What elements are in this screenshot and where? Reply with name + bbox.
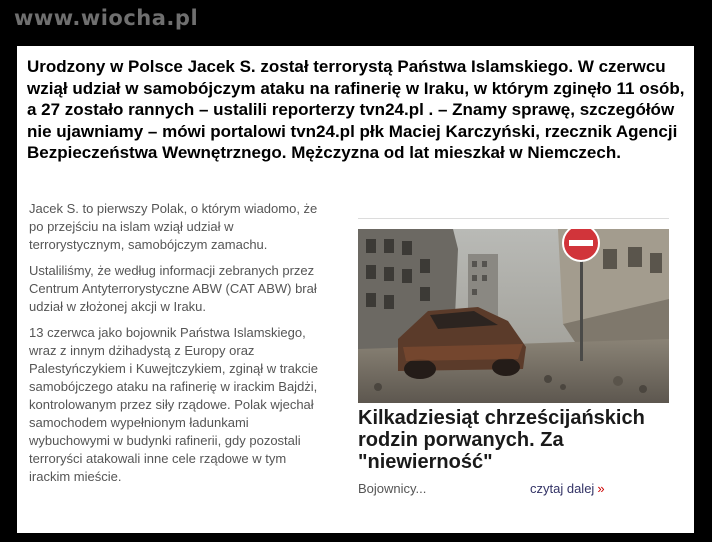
article-paragraph: 13 czerwca jako bojownik Państwa Islamskiego, wraz z innym dżihadystą z Europy oraz Palestyńczykiem i Kuwejtczykiem, zginął w trakcie samobójczego ataku na rafinerię w irackim Bajdżi, kontrolowanym przez siły rządowe. Polak wjechał samochodem wypełnionym ładunkami wybuchowymi w budynki rafinerii, gdy pozostali terroryści atakowali inne cele rządowe w tym irackim mieście. xyxy=(29,325,318,484)
article-body xyxy=(29,200,329,494)
read-more-label[interactable]: czytaj dalej xyxy=(530,481,595,496)
article-panel xyxy=(17,46,694,533)
article-paragraph: Ustaliliśmy, że według informacji zebranych przez Centrum Antyterrorystyczne ABW (CAT ABW) brał udział w złożonej akcji w Iraku. xyxy=(29,263,317,314)
related-divider xyxy=(358,218,669,219)
related-article[interactable] xyxy=(358,218,669,499)
related-teaser: Bojownicy... xyxy=(358,481,427,496)
watermark: www.wiocha.pl xyxy=(14,6,199,30)
related-title[interactable]: Kilkadziesiąt chrześcijańskich rodzin porwanych. Za "niewierność" xyxy=(358,407,645,473)
read-more-arrow-icon[interactable]: » xyxy=(597,481,605,496)
ruined-street-photo-icon xyxy=(358,229,669,403)
article-paragraph: Jacek S. to pierwszy Polak, o którym wiadomo, że po przejściu na islam wziął udział w terrorystycznym, samobójczym zamachu. xyxy=(29,201,318,252)
ruined-street-photo[interactable] xyxy=(358,229,669,403)
related-footer xyxy=(358,481,669,499)
read-more-link[interactable] xyxy=(530,481,605,496)
article-lead: Urodzony w Polsce Jacek S. został terrorystą Państwa Islamskiego. W czerwcu wziął udział w samobójczym ataku na rafinerię w Iraku, w którym zginęło 11 osób, a 27 zostało rannych – ustalili reporterzy tvn24.pl . – Znamy sprawę, szczegółów nie ujawniamy – mówi portalowi tvn24.pl płk Maciej Karczyński, rzecznik Agencji Bezpieczeństwa Wewnętrznego. Mężczyzna od lat mieszkał w Niemczech. xyxy=(27,57,685,163)
